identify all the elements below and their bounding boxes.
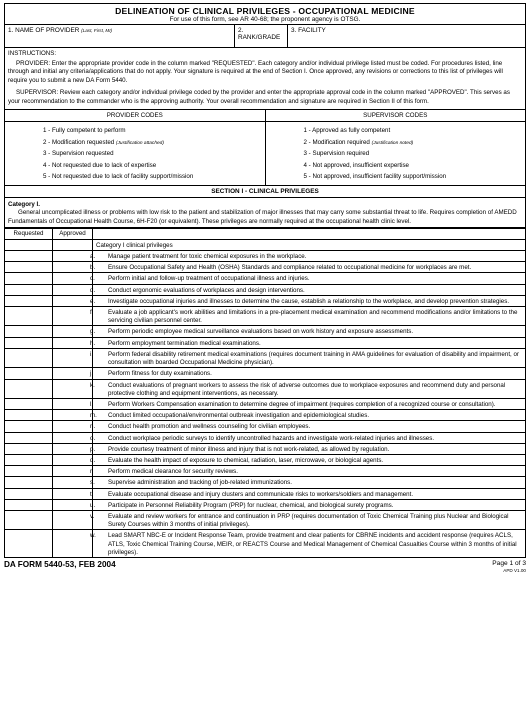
privilege-text: m. Conduct limited occupational/environmental outbreak investigation and epidemiological studies. [93,410,526,421]
privilege-row [5,326,526,337]
provider-name-label: 1. NAME OF PROVIDER [8,27,80,34]
privilege-row [5,410,526,421]
provider-codes-heading: PROVIDER CODES [5,110,265,122]
privilege-row [5,488,526,499]
category-block [4,198,526,228]
supervisor-codes-heading: SUPERVISOR CODES [266,110,526,122]
approved-cell[interactable] [53,348,93,367]
requested-cell[interactable] [5,530,53,558]
privilege-text: g. Perform periodic employee medical surveillance evaluations based on work history and exposure assessments. [93,326,526,337]
requested-cell[interactable] [5,307,53,326]
privilege-text: i. Perform federal disability retirement medical examinations (requires document training in AMA guidelines for evaluation of disability and impairment, or consultation with boarded Occupational Medicine physician). [93,348,526,367]
privilege-row [5,295,526,306]
privilege-row [5,454,526,465]
approved-cell[interactable] [53,443,93,454]
requested-cell[interactable] [5,454,53,465]
provider-instructions: PROVIDER: Enter the appropriate provider code in the column marked "REQUESTED". Each category and/or individual privilege listed must be coded. For procedures listed, line through and initial any criteria/applications that do not apply. Your signature is required at the end of Section I. Once approved, any revisions or corrections to this list of privileges will require you to submit a new DA Form 5440. [8,59,503,84]
privilege-text: p. Provide courtesy treatment of minor illness and injury that is not work-related, as allowed by regulation. [93,443,526,454]
requested-cell[interactable] [5,326,53,337]
provider-fields-row [4,24,526,48]
privilege-text: d. Conduct ergonomic evaluations of workplaces and design interventions. [93,284,526,295]
form-header [4,3,526,24]
supervisor-code-item: 1 - Approved as fully competent [303,127,391,134]
privilege-row [5,262,526,273]
privilege-row [5,443,526,454]
requested-cell[interactable] [5,239,53,250]
privilege-row [5,477,526,488]
form-title: DELINEATION OF CLINICAL PRIVILEGES - OCCUPATIONAL MEDICINE [115,6,415,16]
supervisor-instructions: SUPERVISOR: Review each category and/or individual privilege coded by the provider and enter the appropriate approval code in the column marked "APPROVED". This serves as your recommendation to the commander who is the approving authority. Your overall recommendation and signature are required in Section II of this form. [8,89,510,105]
approved-cell[interactable] [53,284,93,295]
requested-cell[interactable] [5,337,53,348]
approved-cell[interactable] [53,510,93,529]
privilege-text: v. Evaluate and review workers for entrance and continuation in PRP (requires documentation of Toxic Chemical Training plus Nuclear and Biological Surety Courses within 3 months of initial privileges). [93,510,526,529]
section-title: SECTION I - CLINICAL PRIVILEGES [4,186,526,198]
requested-cell[interactable] [5,443,53,454]
privilege-row [5,466,526,477]
form-id: DA FORM 5440-53, FEB 2004 [4,559,116,569]
requested-cell[interactable] [5,348,53,367]
privilege-row [5,368,526,379]
privilege-text: n. Conduct health promotion and wellness counseling for civilian employees. [93,421,526,432]
privilege-text: q. Evaluate the health impact of exposure to chemical, radiation, laser, microwave, or biological agents. [93,454,526,465]
requested-cell[interactable] [5,488,53,499]
supervisor-code-item: 5 - Not approved, insufficient facility support/mission [303,173,447,181]
supervisor-code-item: 3 - Supervision required [303,150,370,158]
approved-cell[interactable] [53,251,93,262]
rank-grade-label: 2. RANK/GRADE [238,27,281,41]
privilege-text: l. Perform Workers Compensation examination to determine degree of impairment (requires completion of a recognized course or consultation). [93,398,526,409]
approved-cell[interactable] [53,337,93,348]
approved-cell[interactable] [53,262,93,273]
approved-cell[interactable] [53,488,93,499]
requested-cell[interactable] [5,510,53,529]
supervisor-code-item: 2 - Modification required (Justification noted) [303,138,414,146]
approved-cell[interactable] [53,368,93,379]
privilege-row [5,307,526,326]
approved-cell[interactable] [53,466,93,477]
approved-cell[interactable] [53,421,93,432]
requested-cell[interactable] [5,410,53,421]
approved-cell[interactable] [53,326,93,337]
form-subtitle: For use of this form, see AR 40-68; the proponent agency is OTSG. [169,16,361,23]
privilege-row [5,379,526,398]
provider-code-item: 1 - Fully competent to perform [43,127,126,134]
privilege-text: c. Perform initial and follow-up treatment of occupational illness and injuries. [93,273,526,284]
instructions-block [4,48,526,110]
privilege-row [5,421,526,432]
provider-code-item: 3 - Supervision requested [43,150,114,158]
approved-cell[interactable] [53,239,93,250]
privilege-text: o. Conduct workplace periodic surveys to identify uncontrolled hazards and investigate work-related injuries and illnesses. [93,432,526,443]
requested-cell[interactable] [5,421,53,432]
apd-version: APD V1.00 [503,567,526,573]
privilege-text: u. Participate in Personnel Reliability Program (PRP) for nuclear, chemical, and biological surety programs. [93,499,526,510]
privilege-text: s. Supervise administration and tracking of job-related immunizations. [93,477,526,488]
provider-code-item: 4 - Not requested due to lack of expertise [43,161,157,169]
privilege-row [5,530,526,558]
privilege-row [5,273,526,284]
approved-cell[interactable] [53,499,93,510]
requested-cell[interactable] [5,398,53,409]
approved-cell[interactable] [53,477,93,488]
requested-cell[interactable] [5,273,53,284]
approved-cell[interactable] [53,410,93,421]
approved-cell[interactable] [53,379,93,398]
supervisor-codes [266,110,526,185]
privilege-row [5,432,526,443]
privilege-text: e. Investigate occupational injuries and illnesses to determine the cause, establish a relationship to the workplace, and develop prevention strategies. [93,295,526,306]
privileges-table [4,228,526,558]
privilege-text: r. Perform medical clearance for security reviews. [93,466,526,477]
privilege-text: f. Evaluate a job applicant's work abilities and limitations in a pre-placement medical examination and recommend modifications and/or limitations to the servicing civilian personnel center. [93,307,526,326]
privilege-row [5,510,526,529]
privilege-text: b. Ensure Occupational Safety and Health (OSHA) Standards and compliance related to occupational medicine for workplaces are met. [93,262,526,273]
requested-cell[interactable] [5,379,53,398]
provider-code-item: 5 - Not requested due to lack of facility support/mission [43,173,194,181]
privilege-row [5,239,526,250]
privilege-row [5,398,526,409]
provider-name-field[interactable] [5,25,235,47]
privilege-row [5,348,526,367]
instructions-heading: INSTRUCTIONS: [8,50,57,57]
category-title: Category I. [8,200,40,208]
requested-cell[interactable] [5,432,53,443]
rank-grade-field[interactable] [235,25,288,47]
page-number: Page 1 of 3 [492,559,526,567]
codes-block [4,110,526,186]
privilege-text: Category I clinical privileges [93,239,526,250]
privilege-column-header [93,228,526,239]
privilege-row [5,284,526,295]
privilege-text: j. Perform fitness for duty examinations. [93,368,526,379]
approved-column-header: Approved [53,228,93,239]
privilege-row [5,499,526,510]
approved-cell[interactable] [53,398,93,409]
facility-field[interactable] [288,25,525,47]
privilege-text: k. Conduct evaluations of pregnant workers to assess the risk of adverse outcomes due to workplace exposures and recommend duty and personal protective clothing and equipment interventions, as necessary. [93,379,526,398]
privilege-row [5,251,526,262]
requested-cell[interactable] [5,251,53,262]
facility-label: 3. FACILITY [291,27,326,34]
privilege-text: w. Lead SMART NBC-E or Incident Response Team, provide treatment and clear patients for CBRNE incidents and accident response (requires ACLS, ATLS, Toxic Chemical Training Course, MEIR, or REACTS Course and Medical Management of Chemical Casualties Course within 3 months of initial privileges). [93,530,526,558]
requested-column-header: Requested [5,228,53,239]
privilege-text: h. Perform employment termination medical examinations. [93,337,526,348]
provider-name-hint: (Last, First, MI) [81,28,113,33]
provider-code-item: 2 - Modification requested (Justification attached) [43,138,164,146]
requested-cell[interactable] [5,477,53,488]
approved-cell[interactable] [53,307,93,326]
provider-codes [5,110,266,185]
supervisor-code-item: 4 - Not approved, insufficient expertise [303,161,409,169]
requested-cell[interactable] [5,284,53,295]
approved-cell[interactable] [53,273,93,284]
requested-cell[interactable] [5,466,53,477]
form-footer [4,560,526,574]
requested-cell[interactable] [5,499,53,510]
requested-cell[interactable] [5,368,53,379]
approved-cell[interactable] [53,432,93,443]
approved-cell[interactable] [53,295,93,306]
privilege-row [5,337,526,348]
approved-cell[interactable] [53,530,93,558]
requested-cell[interactable] [5,262,53,273]
form-page [4,0,526,574]
privilege-text: a. Manage patient treatment for toxic chemical exposures in the workplace. [93,251,526,262]
category-description: General uncomplicated illness or problems with low risk to the patient and stabilization of major illnesses that may carry some substantial threat to life. Requires completion of AMEDD Fundamentals of Occupational Health Course, 6H-F20 (or equivalent). These privileges are normally required at the occupational health clinic level. [8,209,517,225]
privilege-text: t. Evaluate occupational disease and injury clusters and communicate risks to workers/soldiers and management. [93,488,526,499]
approved-cell[interactable] [53,454,93,465]
requested-cell[interactable] [5,295,53,306]
